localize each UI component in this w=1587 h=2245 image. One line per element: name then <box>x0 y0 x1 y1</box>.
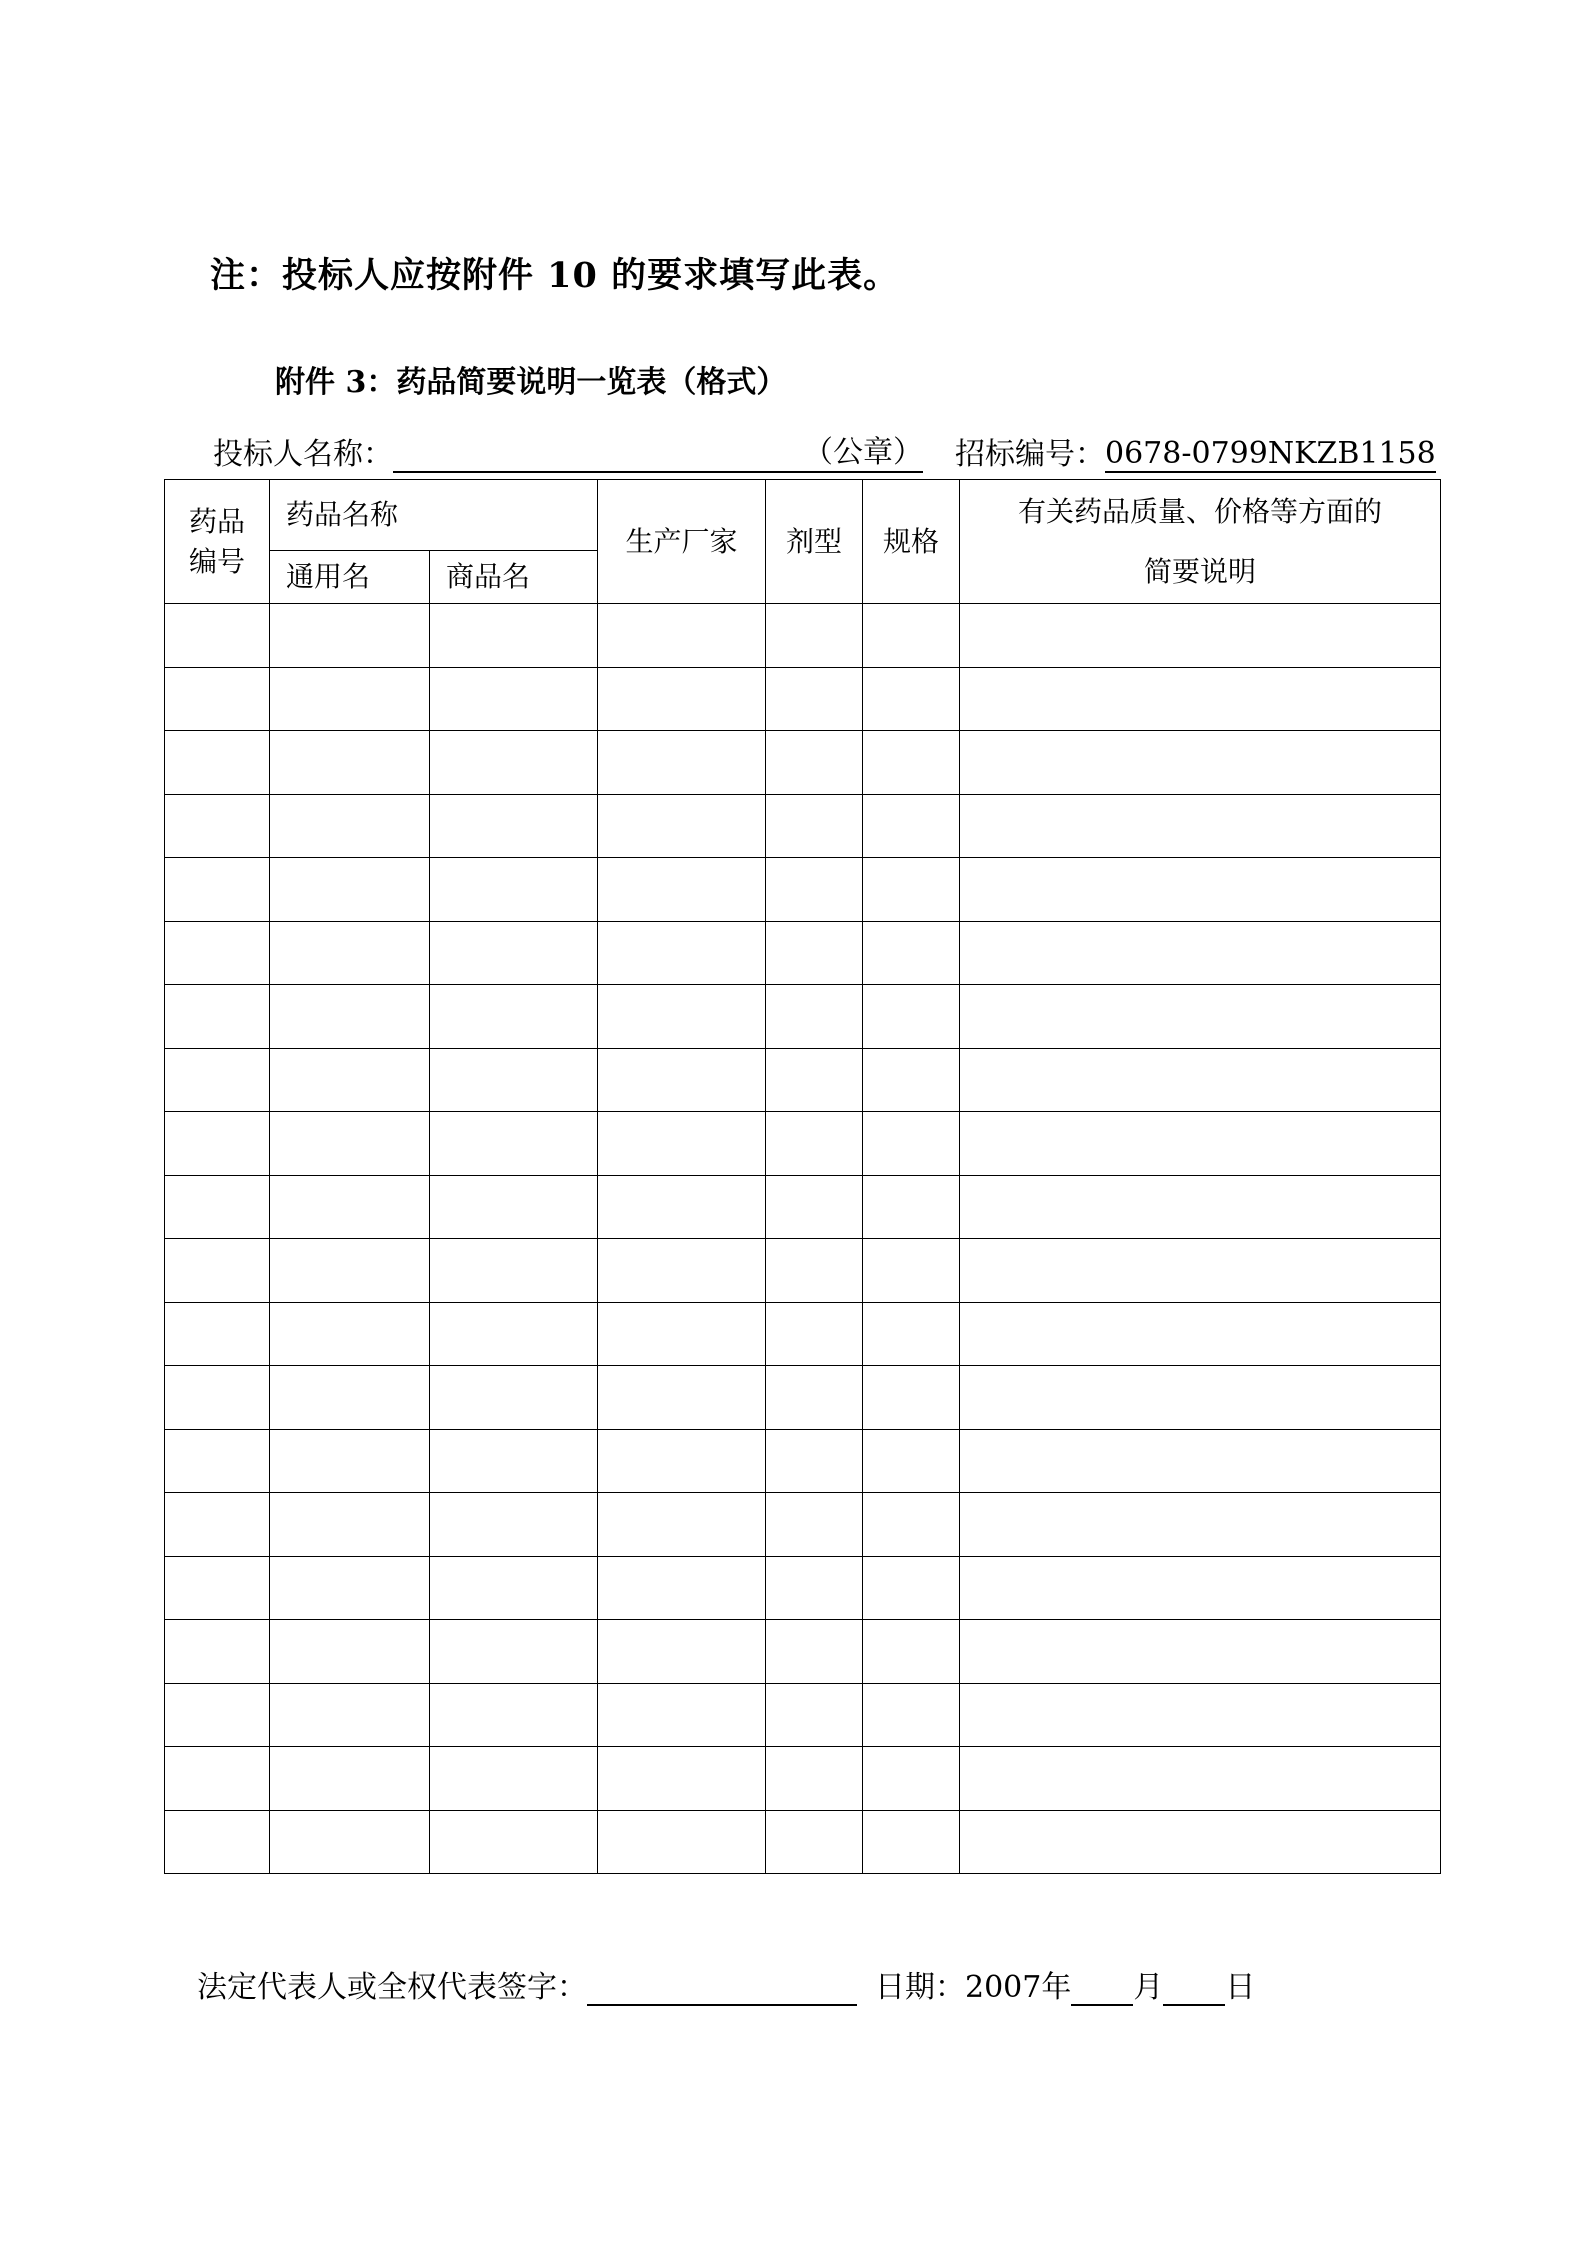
cell-drug-number[interactable] <box>165 794 270 858</box>
cell-trade-name[interactable] <box>430 1620 598 1684</box>
cell-description[interactable] <box>960 1048 1441 1112</box>
cell-generic-name[interactable] <box>270 604 430 668</box>
cell-drug-number[interactable] <box>165 1429 270 1493</box>
cell-drug-number[interactable] <box>165 731 270 795</box>
cell-trade-name[interactable] <box>430 1747 598 1811</box>
cell-drug-number[interactable] <box>165 1112 270 1176</box>
cell-drug-number[interactable] <box>165 1556 270 1620</box>
cell-manufacturer[interactable] <box>598 1429 766 1493</box>
cell-manufacturer[interactable] <box>598 731 766 795</box>
cell-manufacturer[interactable] <box>598 1366 766 1430</box>
cell-dosage-form[interactable] <box>766 604 863 668</box>
cell-dosage-form[interactable] <box>766 1747 863 1811</box>
cell-description[interactable] <box>960 921 1441 985</box>
date-month-label: 月 <box>1133 1970 1164 2005</box>
cell-manufacturer[interactable] <box>598 1683 766 1747</box>
cell-drug-number[interactable] <box>165 1810 270 1874</box>
table-body <box>165 604 1441 1874</box>
cell-manufacturer[interactable] <box>598 667 766 731</box>
cell-description[interactable] <box>960 1302 1441 1366</box>
cell-trade-name[interactable] <box>430 731 598 795</box>
date-year: 2007年 <box>965 1970 1072 2005</box>
cell-generic-name[interactable] <box>270 985 430 1049</box>
cell-specification[interactable] <box>863 794 960 858</box>
cell-manufacturer[interactable] <box>598 1112 766 1176</box>
representative-label: 法定代表人或全权代表签字： <box>197 1970 587 2005</box>
cell-manufacturer[interactable] <box>598 794 766 858</box>
table-row <box>165 1683 1441 1747</box>
table-row <box>165 1747 1441 1811</box>
page-title: 附件 3：药品简要说明一览表（格式） <box>275 365 787 400</box>
cell-trade-name[interactable] <box>430 1810 598 1874</box>
signature-field[interactable] <box>587 1966 857 2006</box>
note-text: 注：投标人应按附件 10 的要求填写此表。 <box>210 255 900 296</box>
cell-trade-name[interactable] <box>430 1429 598 1493</box>
cell-dosage-form[interactable] <box>766 985 863 1049</box>
cell-trade-name[interactable] <box>430 921 598 985</box>
cell-specification[interactable] <box>863 1175 960 1239</box>
cell-description[interactable] <box>960 794 1441 858</box>
bidder-name-label: 投标人名称： <box>213 437 393 472</box>
cell-dosage-form[interactable] <box>766 731 863 795</box>
cell-generic-name[interactable] <box>270 1175 430 1239</box>
cell-trade-name[interactable] <box>430 1556 598 1620</box>
cell-trade-name[interactable] <box>430 1048 598 1112</box>
cell-drug-number[interactable] <box>165 1493 270 1557</box>
cell-generic-name[interactable] <box>270 1683 430 1747</box>
cell-description[interactable] <box>960 1747 1441 1811</box>
table-row <box>165 731 1441 795</box>
cell-generic-name[interactable] <box>270 858 430 922</box>
cell-manufacturer[interactable] <box>598 1747 766 1811</box>
cell-generic-name[interactable] <box>270 1810 430 1874</box>
table-row <box>165 1620 1441 1684</box>
cell-manufacturer[interactable] <box>598 1556 766 1620</box>
cell-drug-number[interactable] <box>165 1239 270 1303</box>
cell-trade-name[interactable] <box>430 604 598 668</box>
cell-drug-number[interactable] <box>165 858 270 922</box>
cell-manufacturer[interactable] <box>598 921 766 985</box>
cell-generic-name[interactable] <box>270 1747 430 1811</box>
cell-specification[interactable] <box>863 667 960 731</box>
cell-specification[interactable] <box>863 604 960 668</box>
cell-manufacturer[interactable] <box>598 1810 766 1874</box>
cell-description[interactable] <box>960 1683 1441 1747</box>
seal-label: （公章） <box>803 427 923 473</box>
cell-dosage-form[interactable] <box>766 667 863 731</box>
header-dosage-form: 剂型 <box>766 480 863 604</box>
header-drug-number-line1: 药品 <box>188 505 245 539</box>
cell-description[interactable] <box>960 1620 1441 1684</box>
bidder-info-row <box>213 427 1436 471</box>
cell-manufacturer[interactable] <box>598 858 766 922</box>
cell-generic-name[interactable] <box>270 921 430 985</box>
table-row <box>165 985 1441 1049</box>
cell-dosage-form[interactable] <box>766 1112 863 1176</box>
signature-row <box>197 1962 1255 2008</box>
table-row <box>165 1175 1441 1239</box>
cell-description[interactable] <box>960 858 1441 922</box>
cell-specification[interactable] <box>863 1048 960 1112</box>
table-row <box>165 604 1441 668</box>
table-row <box>165 794 1441 858</box>
cell-generic-name[interactable] <box>270 1302 430 1366</box>
cell-drug-number[interactable] <box>165 604 270 668</box>
cell-specification[interactable] <box>863 1366 960 1430</box>
cell-drug-number[interactable] <box>165 985 270 1049</box>
cell-description[interactable] <box>960 1175 1441 1239</box>
cell-drug-number[interactable] <box>165 1620 270 1684</box>
cell-drug-number[interactable] <box>165 1747 270 1811</box>
cell-description[interactable] <box>960 1429 1441 1493</box>
drug-summary-table <box>164 479 1441 1874</box>
table-row <box>165 1048 1441 1112</box>
cell-trade-name[interactable] <box>430 794 598 858</box>
table-row <box>165 1493 1441 1557</box>
table-row <box>165 1429 1441 1493</box>
table-row <box>165 1556 1441 1620</box>
cell-dosage-form[interactable] <box>766 1175 863 1239</box>
bid-number-label: 招标编号： <box>955 437 1105 472</box>
cell-generic-name[interactable] <box>270 1556 430 1620</box>
cell-trade-name[interactable] <box>430 985 598 1049</box>
cell-trade-name[interactable] <box>430 1239 598 1303</box>
cell-description[interactable] <box>960 604 1441 668</box>
table-row <box>165 1810 1441 1874</box>
cell-generic-name[interactable] <box>270 667 430 731</box>
cell-description[interactable] <box>960 1112 1441 1176</box>
table-row <box>165 1366 1441 1430</box>
header-description-line2: 简要说明 <box>1144 554 1257 588</box>
cell-dosage-form[interactable] <box>766 921 863 985</box>
cell-description[interactable] <box>960 731 1441 795</box>
cell-dosage-form[interactable] <box>766 1556 863 1620</box>
cell-description[interactable] <box>960 1366 1441 1430</box>
cell-trade-name[interactable] <box>430 667 598 731</box>
table-row <box>165 858 1441 922</box>
cell-generic-name[interactable] <box>270 1620 430 1684</box>
cell-dosage-form[interactable] <box>766 858 863 922</box>
table-row <box>165 1239 1441 1303</box>
cell-trade-name[interactable] <box>430 1175 598 1239</box>
bid-number-value: 0678-0799NKZB1158 <box>1105 436 1436 471</box>
cell-dosage-form[interactable] <box>766 1302 863 1366</box>
cell-dosage-form[interactable] <box>766 1239 863 1303</box>
cell-specification[interactable] <box>863 1556 960 1620</box>
cell-generic-name[interactable] <box>270 1429 430 1493</box>
cell-specification[interactable] <box>863 1429 960 1493</box>
cell-dosage-form[interactable] <box>766 1810 863 1874</box>
cell-specification[interactable] <box>863 1112 960 1176</box>
cell-drug-number[interactable] <box>165 1302 270 1366</box>
cell-specification[interactable] <box>863 1683 960 1747</box>
cell-trade-name[interactable] <box>430 1493 598 1557</box>
table-row <box>165 921 1441 985</box>
table-row <box>165 1302 1441 1366</box>
table-row <box>165 667 1441 731</box>
cell-specification[interactable] <box>863 1239 960 1303</box>
cell-specification[interactable] <box>863 1747 960 1811</box>
cell-generic-name[interactable] <box>270 1366 430 1430</box>
cell-manufacturer[interactable] <box>598 1493 766 1557</box>
cell-manufacturer[interactable] <box>598 1620 766 1684</box>
header-drug-number <box>165 480 270 604</box>
cell-generic-name[interactable] <box>270 731 430 795</box>
cell-drug-number[interactable] <box>165 1175 270 1239</box>
cell-drug-number[interactable] <box>165 667 270 731</box>
cell-generic-name[interactable] <box>270 1112 430 1176</box>
cell-description[interactable] <box>960 667 1441 731</box>
cell-generic-name[interactable] <box>270 1493 430 1557</box>
date-label: 日期： <box>875 1970 965 2005</box>
header-drug-name: 药品名称 <box>270 480 598 551</box>
cell-specification[interactable] <box>863 985 960 1049</box>
header-specification: 规格 <box>863 480 960 604</box>
cell-drug-number[interactable] <box>165 1048 270 1112</box>
cell-drug-number[interactable] <box>165 1366 270 1430</box>
cell-drug-number[interactable] <box>165 921 270 985</box>
cell-specification[interactable] <box>863 1620 960 1684</box>
cell-generic-name[interactable] <box>270 794 430 858</box>
cell-specification[interactable] <box>863 1810 960 1874</box>
cell-specification[interactable] <box>863 731 960 795</box>
day-field[interactable] <box>1163 1966 1225 2006</box>
cell-dosage-form[interactable] <box>766 794 863 858</box>
cell-trade-name[interactable] <box>430 858 598 922</box>
cell-manufacturer[interactable] <box>598 604 766 668</box>
header-trade-name: 商品名 <box>430 551 598 604</box>
cell-description[interactable] <box>960 985 1441 1049</box>
cell-description[interactable] <box>960 1556 1441 1620</box>
cell-trade-name[interactable] <box>430 1366 598 1430</box>
cell-dosage-form[interactable] <box>766 1493 863 1557</box>
header-generic-name: 通用名 <box>270 551 430 604</box>
cell-manufacturer[interactable] <box>598 1175 766 1239</box>
month-field[interactable] <box>1071 1966 1133 2006</box>
cell-specification[interactable] <box>863 1493 960 1557</box>
cell-dosage-form[interactable] <box>766 1683 863 1747</box>
cell-dosage-form[interactable] <box>766 1366 863 1430</box>
cell-drug-number[interactable] <box>165 1683 270 1747</box>
cell-description[interactable] <box>960 1239 1441 1303</box>
cell-manufacturer[interactable] <box>598 1048 766 1112</box>
cell-specification[interactable] <box>863 858 960 922</box>
cell-manufacturer[interactable] <box>598 985 766 1049</box>
cell-specification[interactable] <box>863 921 960 985</box>
header-manufacturer: 生产厂家 <box>598 480 766 604</box>
cell-dosage-form[interactable] <box>766 1048 863 1112</box>
cell-trade-name[interactable] <box>430 1302 598 1366</box>
cell-manufacturer[interactable] <box>598 1239 766 1303</box>
bidder-name-field[interactable] <box>393 433 803 473</box>
date-day-label: 日 <box>1225 1970 1256 2005</box>
header-drug-number-line2: 编号 <box>188 544 245 578</box>
header-description <box>960 480 1441 604</box>
cell-dosage-form[interactable] <box>766 1429 863 1493</box>
cell-description[interactable] <box>960 1493 1441 1557</box>
table-row <box>165 1112 1441 1176</box>
cell-manufacturer[interactable] <box>598 1302 766 1366</box>
cell-description[interactable] <box>960 1810 1441 1874</box>
header-description-line1: 有关药品质量、价格等方面的 <box>1018 494 1383 528</box>
cell-generic-name[interactable] <box>270 1239 430 1303</box>
cell-trade-name[interactable] <box>430 1112 598 1176</box>
cell-trade-name[interactable] <box>430 1683 598 1747</box>
cell-generic-name[interactable] <box>270 1048 430 1112</box>
cell-specification[interactable] <box>863 1302 960 1366</box>
cell-dosage-form[interactable] <box>766 1620 863 1684</box>
